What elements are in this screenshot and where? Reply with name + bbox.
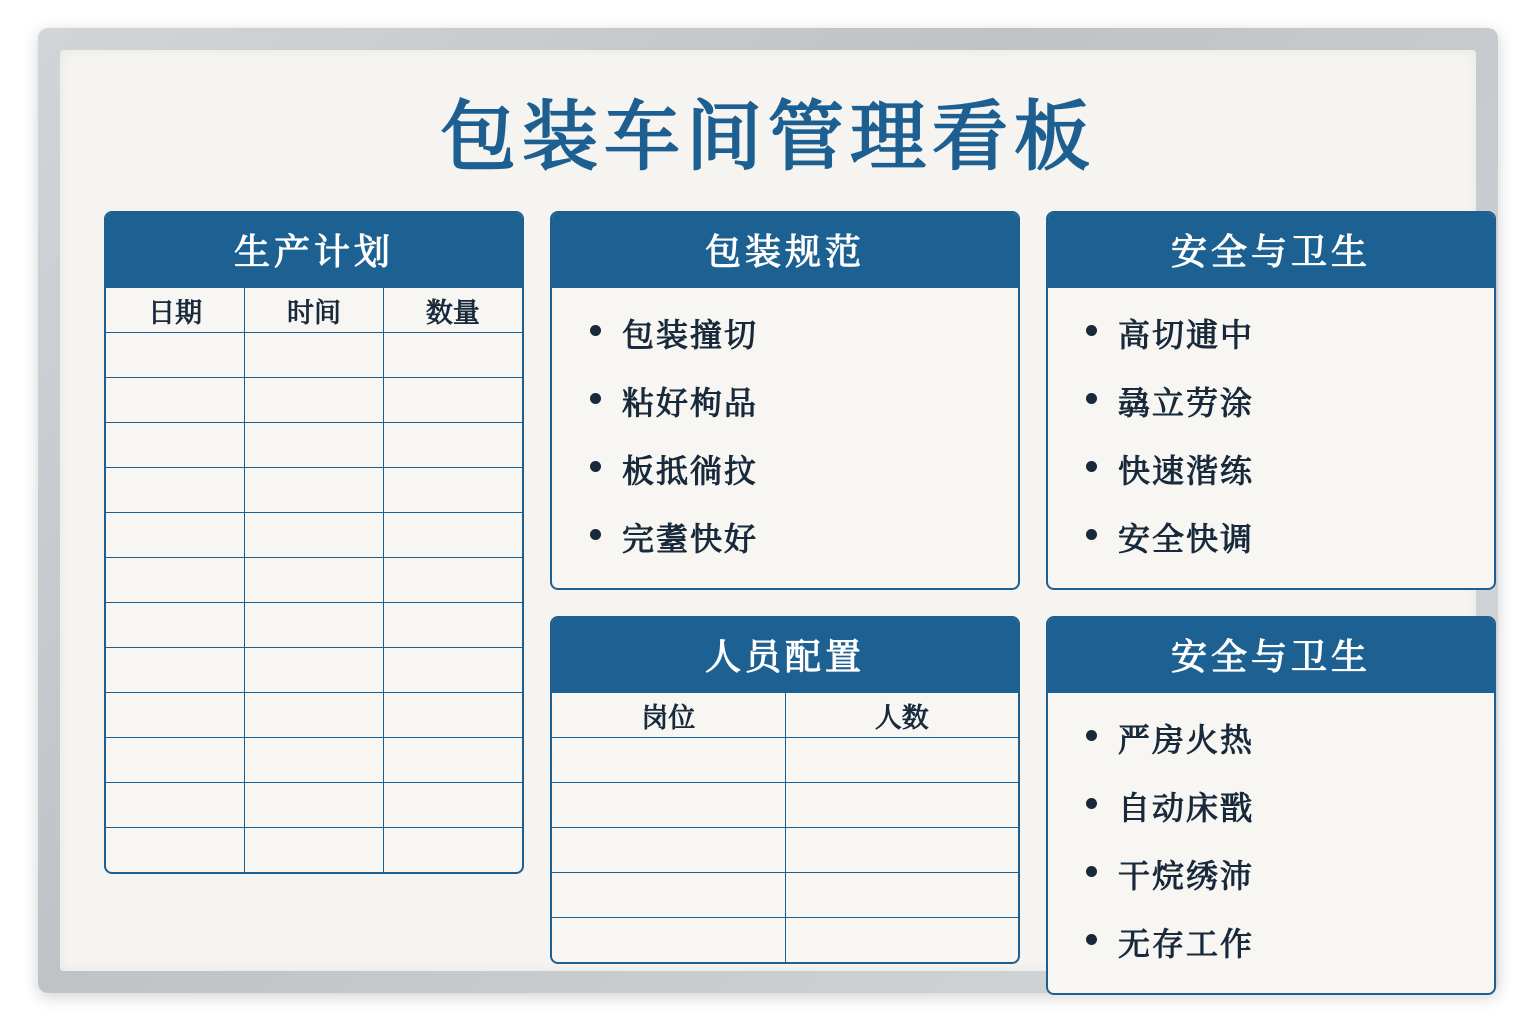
column-right <box>1046 211 1496 995</box>
cell-headcount[interactable] <box>785 738 1018 783</box>
panel-title-packaging-spec: 包装规范 <box>552 213 1018 288</box>
panel-staffing <box>550 616 1020 964</box>
column-header-time: 时间 <box>245 288 384 333</box>
list-item: 无存工作 <box>1082 919 1478 965</box>
cell-date[interactable] <box>106 603 245 648</box>
board-columns <box>104 211 1432 995</box>
cell-date[interactable] <box>106 333 245 378</box>
list-item: 粘好枸品 <box>586 378 1002 424</box>
page-title: 包装车间管理看板 <box>440 95 1096 180</box>
cell-quantity[interactable] <box>383 513 522 558</box>
column-header-headcount: 人数 <box>785 693 1018 738</box>
whiteboard-surface <box>60 50 1476 971</box>
cell-headcount[interactable] <box>785 828 1018 873</box>
table-row[interactable] <box>552 783 1018 828</box>
cell-position[interactable] <box>552 918 785 963</box>
panel-safety-hygiene-2 <box>1046 616 1496 995</box>
list-item: 板抵徜抆 <box>586 446 1002 492</box>
table-header-row <box>106 288 522 333</box>
list-item: 严房火热 <box>1082 715 1478 761</box>
cell-time[interactable] <box>245 513 384 558</box>
list-item: 快速湝练 <box>1082 446 1478 492</box>
cell-quantity[interactable] <box>383 333 522 378</box>
cell-time[interactable] <box>245 603 384 648</box>
cell-time[interactable] <box>245 423 384 468</box>
cell-time[interactable] <box>245 468 384 513</box>
panel-packaging-spec <box>550 211 1020 590</box>
cell-quantity[interactable] <box>383 423 522 468</box>
table-row[interactable] <box>106 603 522 648</box>
cell-date[interactable] <box>106 648 245 693</box>
cell-date[interactable] <box>106 693 245 738</box>
table-row[interactable] <box>106 378 522 423</box>
table-row[interactable] <box>552 918 1018 963</box>
cell-position[interactable] <box>552 738 785 783</box>
cell-headcount[interactable] <box>785 783 1018 828</box>
table-header-row <box>552 693 1018 738</box>
table-row[interactable] <box>106 558 522 603</box>
column-left <box>104 211 524 874</box>
cell-date[interactable] <box>106 738 245 783</box>
panel-title-production-plan: 生产计划 <box>106 213 522 288</box>
cell-time[interactable] <box>245 738 384 783</box>
list-item: 包装撞切 <box>586 310 1002 356</box>
cell-position[interactable] <box>552 783 785 828</box>
cell-time[interactable] <box>245 333 384 378</box>
list-item: 高切逋中 <box>1082 310 1478 356</box>
staffing-table <box>552 693 1018 962</box>
panel-title-staffing: 人员配置 <box>552 618 1018 693</box>
table-row[interactable] <box>552 738 1018 783</box>
table-row[interactable] <box>106 783 522 828</box>
list-item: 骉立劳涂 <box>1082 378 1478 424</box>
table-row[interactable] <box>106 693 522 738</box>
cell-time[interactable] <box>245 783 384 828</box>
table-row[interactable] <box>106 468 522 513</box>
panel-safety-hygiene-1 <box>1046 211 1496 590</box>
panel-body-safety-hygiene-1 <box>1048 288 1494 588</box>
panel-title-safety-hygiene-2: 安全与卫生 <box>1048 618 1494 693</box>
cell-quantity[interactable] <box>383 378 522 423</box>
packaging-spec-list <box>552 288 1018 588</box>
cell-time[interactable] <box>245 828 384 873</box>
cell-position[interactable] <box>552 828 785 873</box>
column-header-date: 日期 <box>106 288 245 333</box>
panel-body-packaging-spec <box>552 288 1018 588</box>
panel-production-plan <box>104 211 524 874</box>
cell-quantity[interactable] <box>383 783 522 828</box>
whiteboard-frame <box>38 28 1498 993</box>
cell-date[interactable] <box>106 828 245 873</box>
cell-date[interactable] <box>106 513 245 558</box>
table-row[interactable] <box>106 648 522 693</box>
cell-quantity[interactable] <box>383 738 522 783</box>
cell-date[interactable] <box>106 558 245 603</box>
table-row[interactable] <box>106 738 522 783</box>
cell-date[interactable] <box>106 378 245 423</box>
cell-position[interactable] <box>552 873 785 918</box>
list-item: 干烷绣沛 <box>1082 851 1478 897</box>
cell-quantity[interactable] <box>383 468 522 513</box>
cell-time[interactable] <box>245 693 384 738</box>
production-plan-table <box>106 288 522 872</box>
table-row[interactable] <box>106 513 522 558</box>
cell-time[interactable] <box>245 558 384 603</box>
cell-quantity[interactable] <box>383 828 522 873</box>
column-header-position: 岗位 <box>552 693 785 738</box>
cell-quantity[interactable] <box>383 648 522 693</box>
panel-body-production-plan <box>106 288 522 872</box>
table-row[interactable] <box>552 828 1018 873</box>
safety-hygiene-2-list <box>1048 693 1494 993</box>
cell-headcount[interactable] <box>785 918 1018 963</box>
cell-date[interactable] <box>106 423 245 468</box>
cell-date[interactable] <box>106 783 245 828</box>
panel-title-safety-hygiene-1: 安全与卫生 <box>1048 213 1494 288</box>
cell-quantity[interactable] <box>383 603 522 648</box>
column-header-quantity: 数量 <box>383 288 522 333</box>
list-item: 自动床戬 <box>1082 783 1478 829</box>
cell-headcount[interactable] <box>785 873 1018 918</box>
list-item: 安全快调 <box>1082 514 1478 560</box>
table-row[interactable] <box>552 873 1018 918</box>
panel-body-staffing <box>552 693 1018 962</box>
list-item: 完耋快好 <box>586 514 1002 560</box>
column-middle <box>550 211 1020 964</box>
panel-body-safety-hygiene-2 <box>1048 693 1494 993</box>
cell-quantity[interactable] <box>383 558 522 603</box>
cell-time[interactable] <box>245 378 384 423</box>
cell-time[interactable] <box>245 648 384 693</box>
safety-hygiene-1-list <box>1048 288 1494 588</box>
table-row[interactable] <box>106 828 522 873</box>
cell-quantity[interactable] <box>383 693 522 738</box>
cell-date[interactable] <box>106 468 245 513</box>
table-row[interactable] <box>106 333 522 378</box>
table-row[interactable] <box>106 423 522 468</box>
